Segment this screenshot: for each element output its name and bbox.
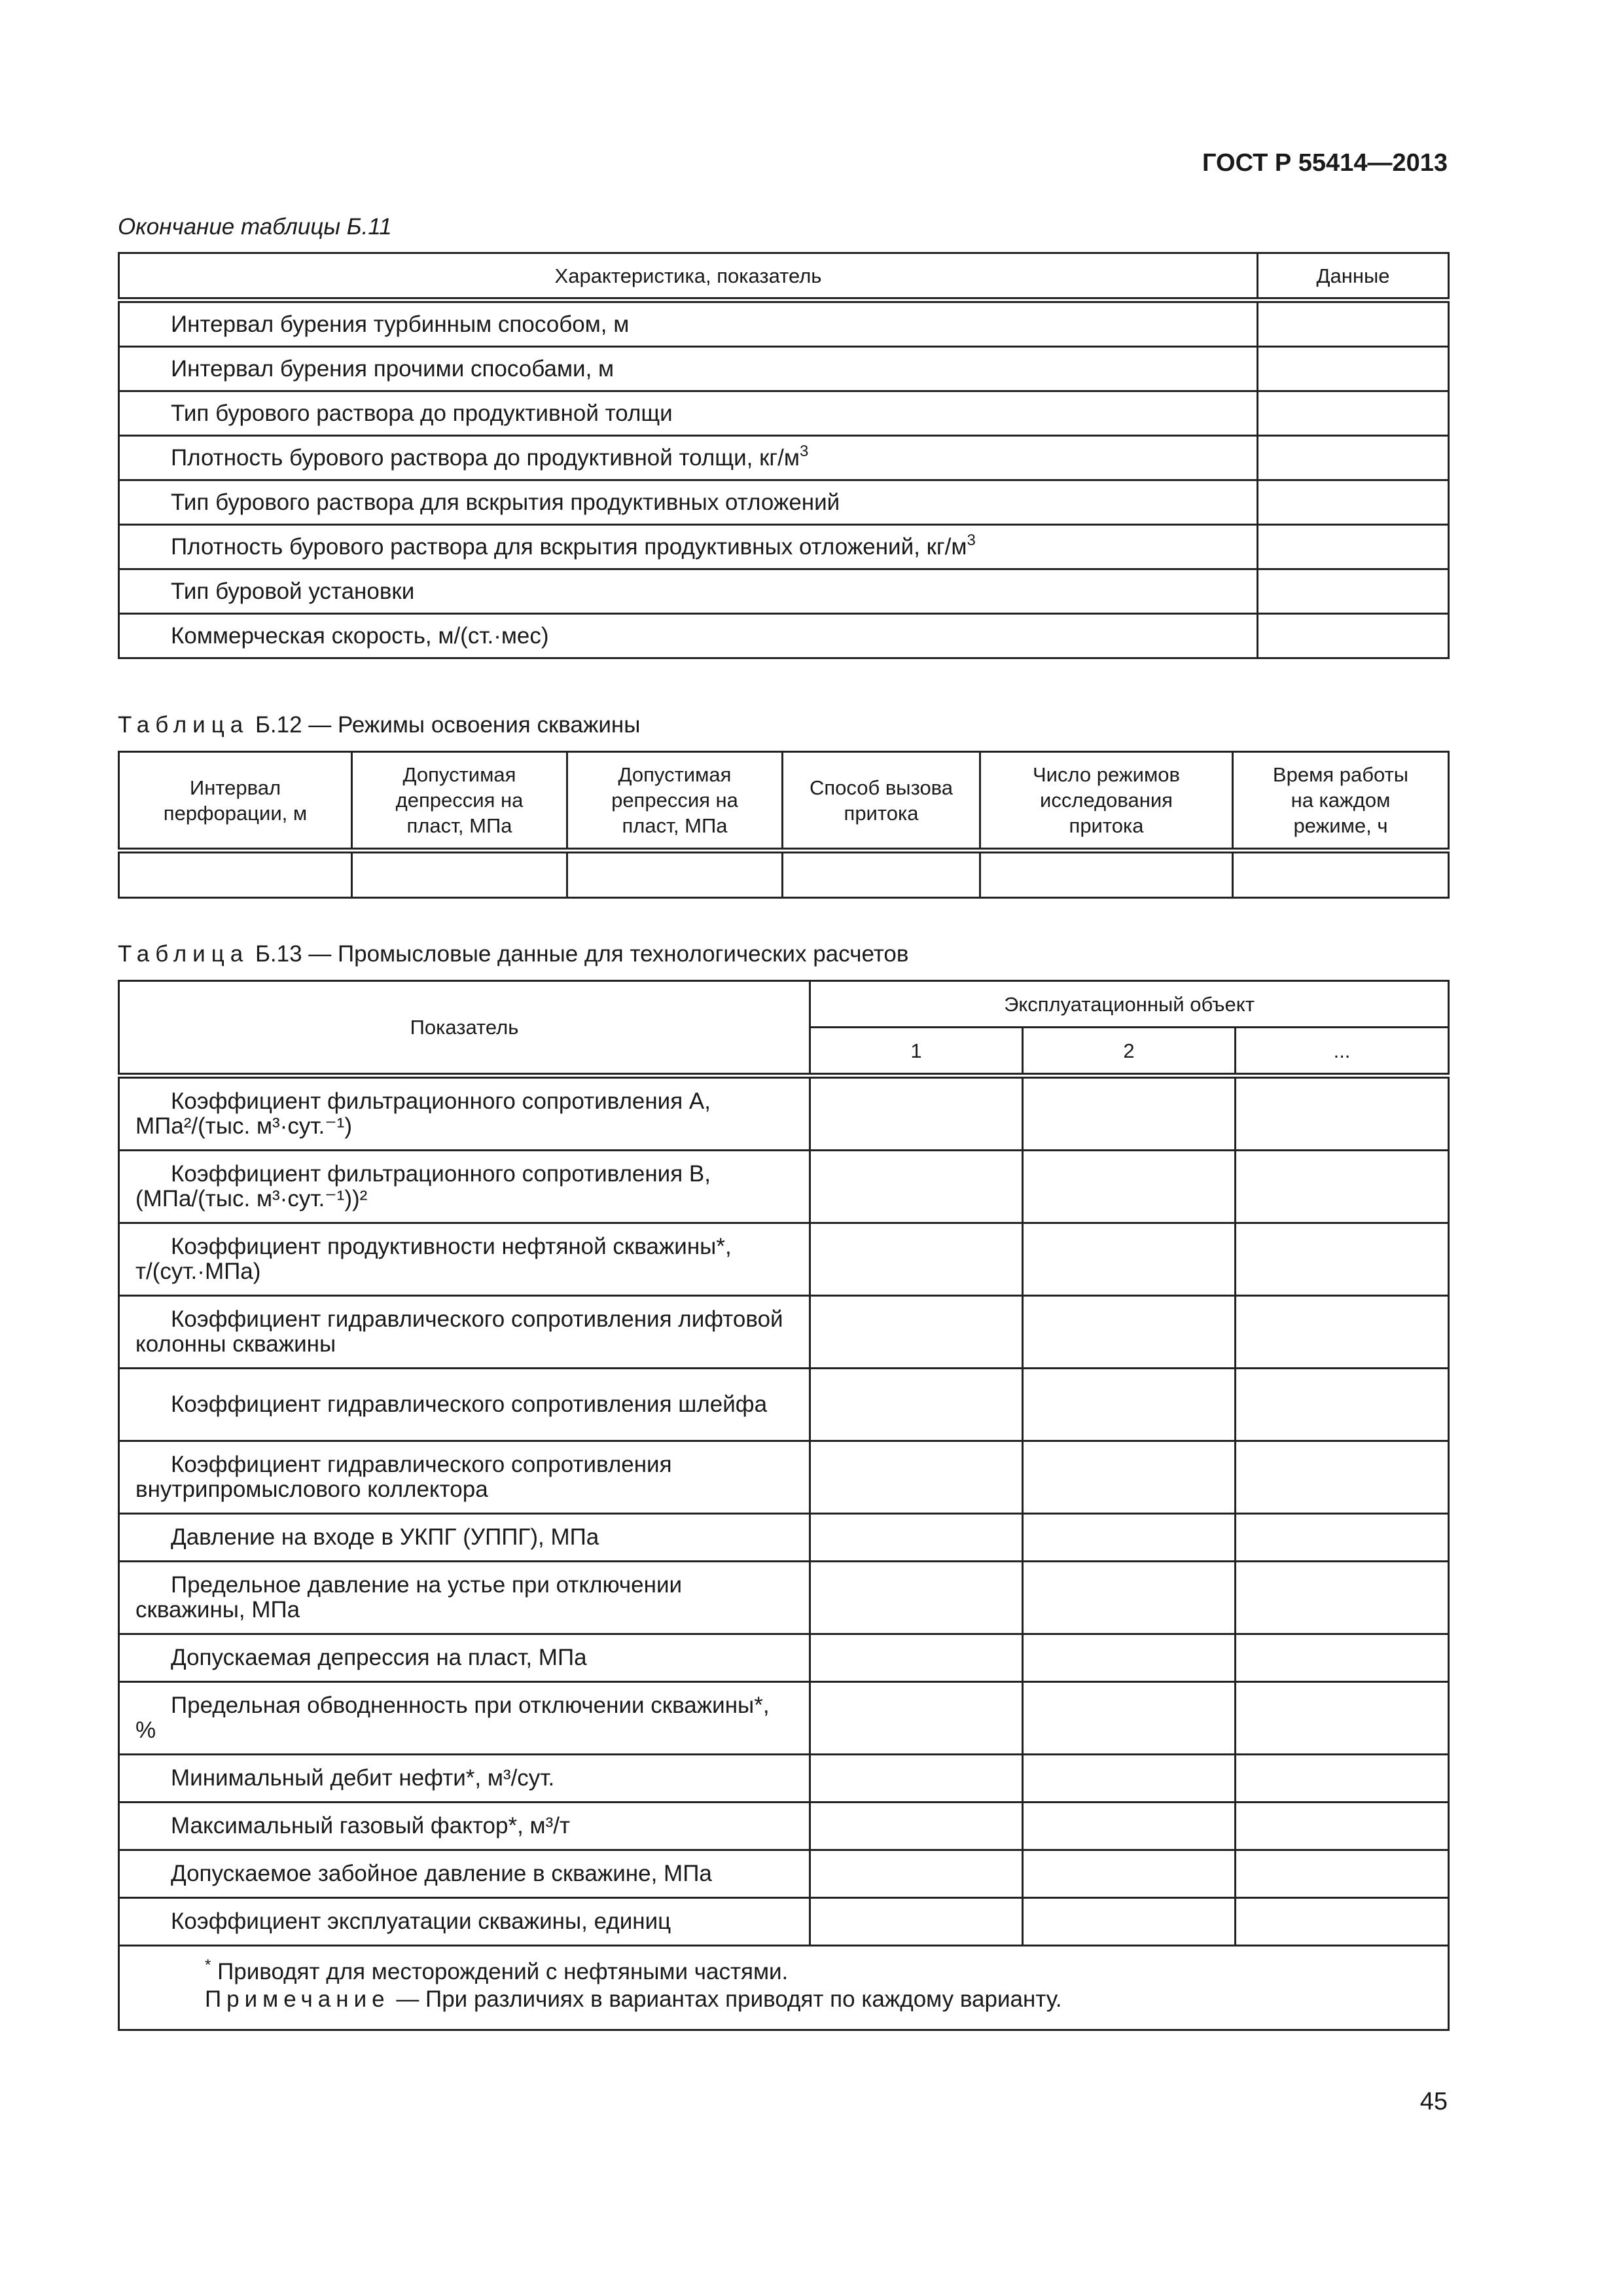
page-number: 45 [1419, 2088, 1448, 2115]
table-b12-caption [118, 712, 640, 738]
data-cell [810, 1562, 1023, 1634]
table-header-row [119, 981, 1449, 1028]
table-row [119, 1151, 1449, 1223]
data-cell [1023, 1755, 1236, 1803]
table-header-row [119, 253, 1449, 300]
table-b11 [118, 252, 1450, 659]
table-row [119, 436, 1449, 480]
table-b13 [118, 980, 1450, 2031]
data-cell [1023, 1634, 1236, 1682]
superscript: 3 [799, 442, 809, 460]
data-cell [1023, 1898, 1236, 1946]
table-row [119, 1514, 1449, 1562]
data-cell [810, 1682, 1023, 1755]
row-label: Тип бурового раствора до продуктивной толщи [119, 391, 1258, 436]
data-cell [810, 1441, 1023, 1514]
data-cell [1236, 1296, 1449, 1369]
row-label-cell [119, 436, 1258, 480]
column-header-characteristic: Характеристика, показатель [119, 253, 1258, 300]
table-row [119, 1898, 1449, 1946]
data-cell [1236, 1223, 1449, 1296]
data-cell [567, 851, 783, 898]
row-label: Коэффициент продуктивности нефтяной скважины*, т/(сут.·МПа) [119, 1223, 810, 1296]
data-cell [1258, 525, 1449, 569]
row-label: Минимальный дебит нефти*, м³/сут. [119, 1755, 810, 1803]
table-row [119, 851, 1449, 898]
data-cell [810, 1755, 1023, 1803]
table-b12 [118, 751, 1450, 899]
data-cell [810, 1634, 1023, 1682]
column-header: Допустимая репрессия на пласт, МПа [567, 752, 783, 851]
table-row [119, 347, 1449, 391]
caption-prefix: Таблица [118, 941, 249, 967]
row-label: Тип бурового раствора для вскрытия продуктивных отложений [119, 480, 1258, 525]
document-code: ГОСТ Р 55414—2013 [1202, 149, 1448, 177]
column-header-object-1: 1 [810, 1028, 1023, 1076]
column-header-object: Эксплуатационный объект [810, 981, 1449, 1028]
data-cell [1258, 480, 1449, 525]
table-row [119, 1296, 1449, 1369]
row-label: Интервал бурения прочими способами, м [119, 347, 1258, 391]
row-label: Максимальный газовый фактор*, м³/т [119, 1803, 810, 1850]
data-cell [1023, 1223, 1236, 1296]
note-word: Примечание [205, 1986, 390, 2012]
row-label: Коэффициент гидравлического сопротивления внутрипромыслового коллектора [119, 1441, 810, 1514]
data-cell [1258, 614, 1449, 658]
data-cell [1236, 1755, 1449, 1803]
table-row [119, 1369, 1449, 1441]
data-cell [810, 1076, 1023, 1151]
data-cell [1236, 1682, 1449, 1755]
row-label: Коэффициент гидравлического сопротивления шлейфа [119, 1369, 810, 1441]
footnote-row [119, 1946, 1449, 2030]
data-cell [1236, 1803, 1449, 1850]
note [205, 1986, 1448, 2013]
footnote [205, 1958, 1448, 1986]
note-text: — При различиях в вариантах приводят по каждому варианту. [389, 1986, 1062, 2012]
data-cell [810, 1151, 1023, 1223]
data-cell [1023, 1296, 1236, 1369]
caption-prefix: Таблица [118, 712, 249, 738]
table-b13-caption [118, 941, 908, 967]
data-cell [1023, 1803, 1236, 1850]
column-header-indicator: Показатель [119, 981, 810, 1076]
data-cell [352, 851, 567, 898]
data-cell [1258, 436, 1449, 480]
column-header-object-2: 2 [1023, 1028, 1236, 1076]
caption-text: Б.13 — Промысловые данные для технологических расчетов [249, 941, 909, 967]
footnote-cell [119, 1946, 1449, 2030]
row-label: Тип буровой установки [119, 569, 1258, 614]
table-row [119, 1441, 1449, 1514]
table-row [119, 525, 1449, 569]
data-cell [810, 1223, 1023, 1296]
table-row [119, 391, 1449, 436]
data-cell [1023, 1682, 1236, 1755]
row-label: Коэффициент гидравлического сопротивления лифтовой колонны скважины [119, 1296, 810, 1369]
data-cell [810, 1803, 1023, 1850]
data-cell [810, 1296, 1023, 1369]
footnote-text: Приводят для месторождений с нефтяными частями. [211, 1959, 789, 1984]
data-cell [1236, 1076, 1449, 1151]
row-label-cell [119, 525, 1258, 569]
column-header: Интервал перфорации, м [119, 752, 352, 851]
table-row [119, 1076, 1449, 1151]
table-row [119, 569, 1449, 614]
data-cell [119, 851, 352, 898]
table-row [119, 480, 1449, 525]
data-cell [1258, 347, 1449, 391]
data-cell [810, 1369, 1023, 1441]
data-cell [1236, 1151, 1449, 1223]
row-label: Коэффициент эксплуатации скважины, единиц [119, 1898, 810, 1946]
data-cell [1023, 1514, 1236, 1562]
data-cell [1023, 1850, 1236, 1898]
column-header: Способ вызова притока [783, 752, 980, 851]
row-label: Предельное давление на устье при отключении скважины, МПа [119, 1562, 810, 1634]
table-b11-caption: Окончание таблицы Б.11 [118, 214, 392, 240]
data-cell [810, 1514, 1023, 1562]
row-label: Интервал бурения турбинным способом, м [119, 300, 1258, 347]
table-row [119, 300, 1449, 347]
superscript: 3 [967, 531, 976, 549]
table-row [119, 1803, 1449, 1850]
data-cell [1023, 1369, 1236, 1441]
data-cell [980, 851, 1233, 898]
data-cell [1236, 1562, 1449, 1634]
data-cell [1023, 1151, 1236, 1223]
data-cell [1236, 1850, 1449, 1898]
row-label: Допускаемая депрессия на пласт, МПа [119, 1634, 810, 1682]
table-row [119, 1634, 1449, 1682]
table-row [119, 1682, 1449, 1755]
data-cell [810, 1850, 1023, 1898]
data-cell [1236, 1898, 1449, 1946]
row-label: Предельная обводненность при отключении скважины*, % [119, 1682, 810, 1755]
column-header: Число режимов исследования притока [980, 752, 1233, 851]
table-row [119, 1223, 1449, 1296]
table-row [119, 1850, 1449, 1898]
column-header-object-more: ... [1236, 1028, 1449, 1076]
row-label: Плотность бурового раствора для вскрытия продуктивных отложений, кг/м [171, 533, 967, 560]
footnote-mark: * [205, 1956, 211, 1974]
table-header-row [119, 752, 1449, 851]
data-cell [1258, 300, 1449, 347]
table-row [119, 1562, 1449, 1634]
row-label: Коэффициент фильтрационного сопротивления В, (МПа/(тыс. м³·сут.⁻¹))² [119, 1151, 810, 1223]
row-label: Допускаемое забойное давление в скважине, МПа [119, 1850, 810, 1898]
data-cell [1023, 1562, 1236, 1634]
data-cell [1233, 851, 1449, 898]
data-cell [810, 1898, 1023, 1946]
table-row [119, 1755, 1449, 1803]
data-cell [1023, 1076, 1236, 1151]
table-row [119, 614, 1449, 658]
data-cell [1023, 1441, 1236, 1514]
data-cell [1258, 569, 1449, 614]
data-cell [1236, 1634, 1449, 1682]
data-cell [1236, 1514, 1449, 1562]
data-cell [783, 851, 980, 898]
row-label: Коэффициент фильтрационного сопротивления А, МПа²/(тыс. м³·сут.⁻¹) [119, 1076, 810, 1151]
data-cell [1236, 1369, 1449, 1441]
data-cell [1236, 1441, 1449, 1514]
column-header: Допустимая депрессия на пласт, МПа [352, 752, 567, 851]
column-header-data: Данные [1258, 253, 1449, 300]
row-label: Давление на входе в УКПГ (УППГ), МПа [119, 1514, 810, 1562]
data-cell [1258, 391, 1449, 436]
row-label: Коммерческая скорость, м/(ст.·мес) [119, 614, 1258, 658]
column-header: Время работы на каждом режиме, ч [1233, 752, 1449, 851]
caption-text: Б.12 — Режимы освоения скважины [249, 712, 641, 738]
row-label: Плотность бурового раствора до продуктивной толщи, кг/м [171, 444, 800, 471]
